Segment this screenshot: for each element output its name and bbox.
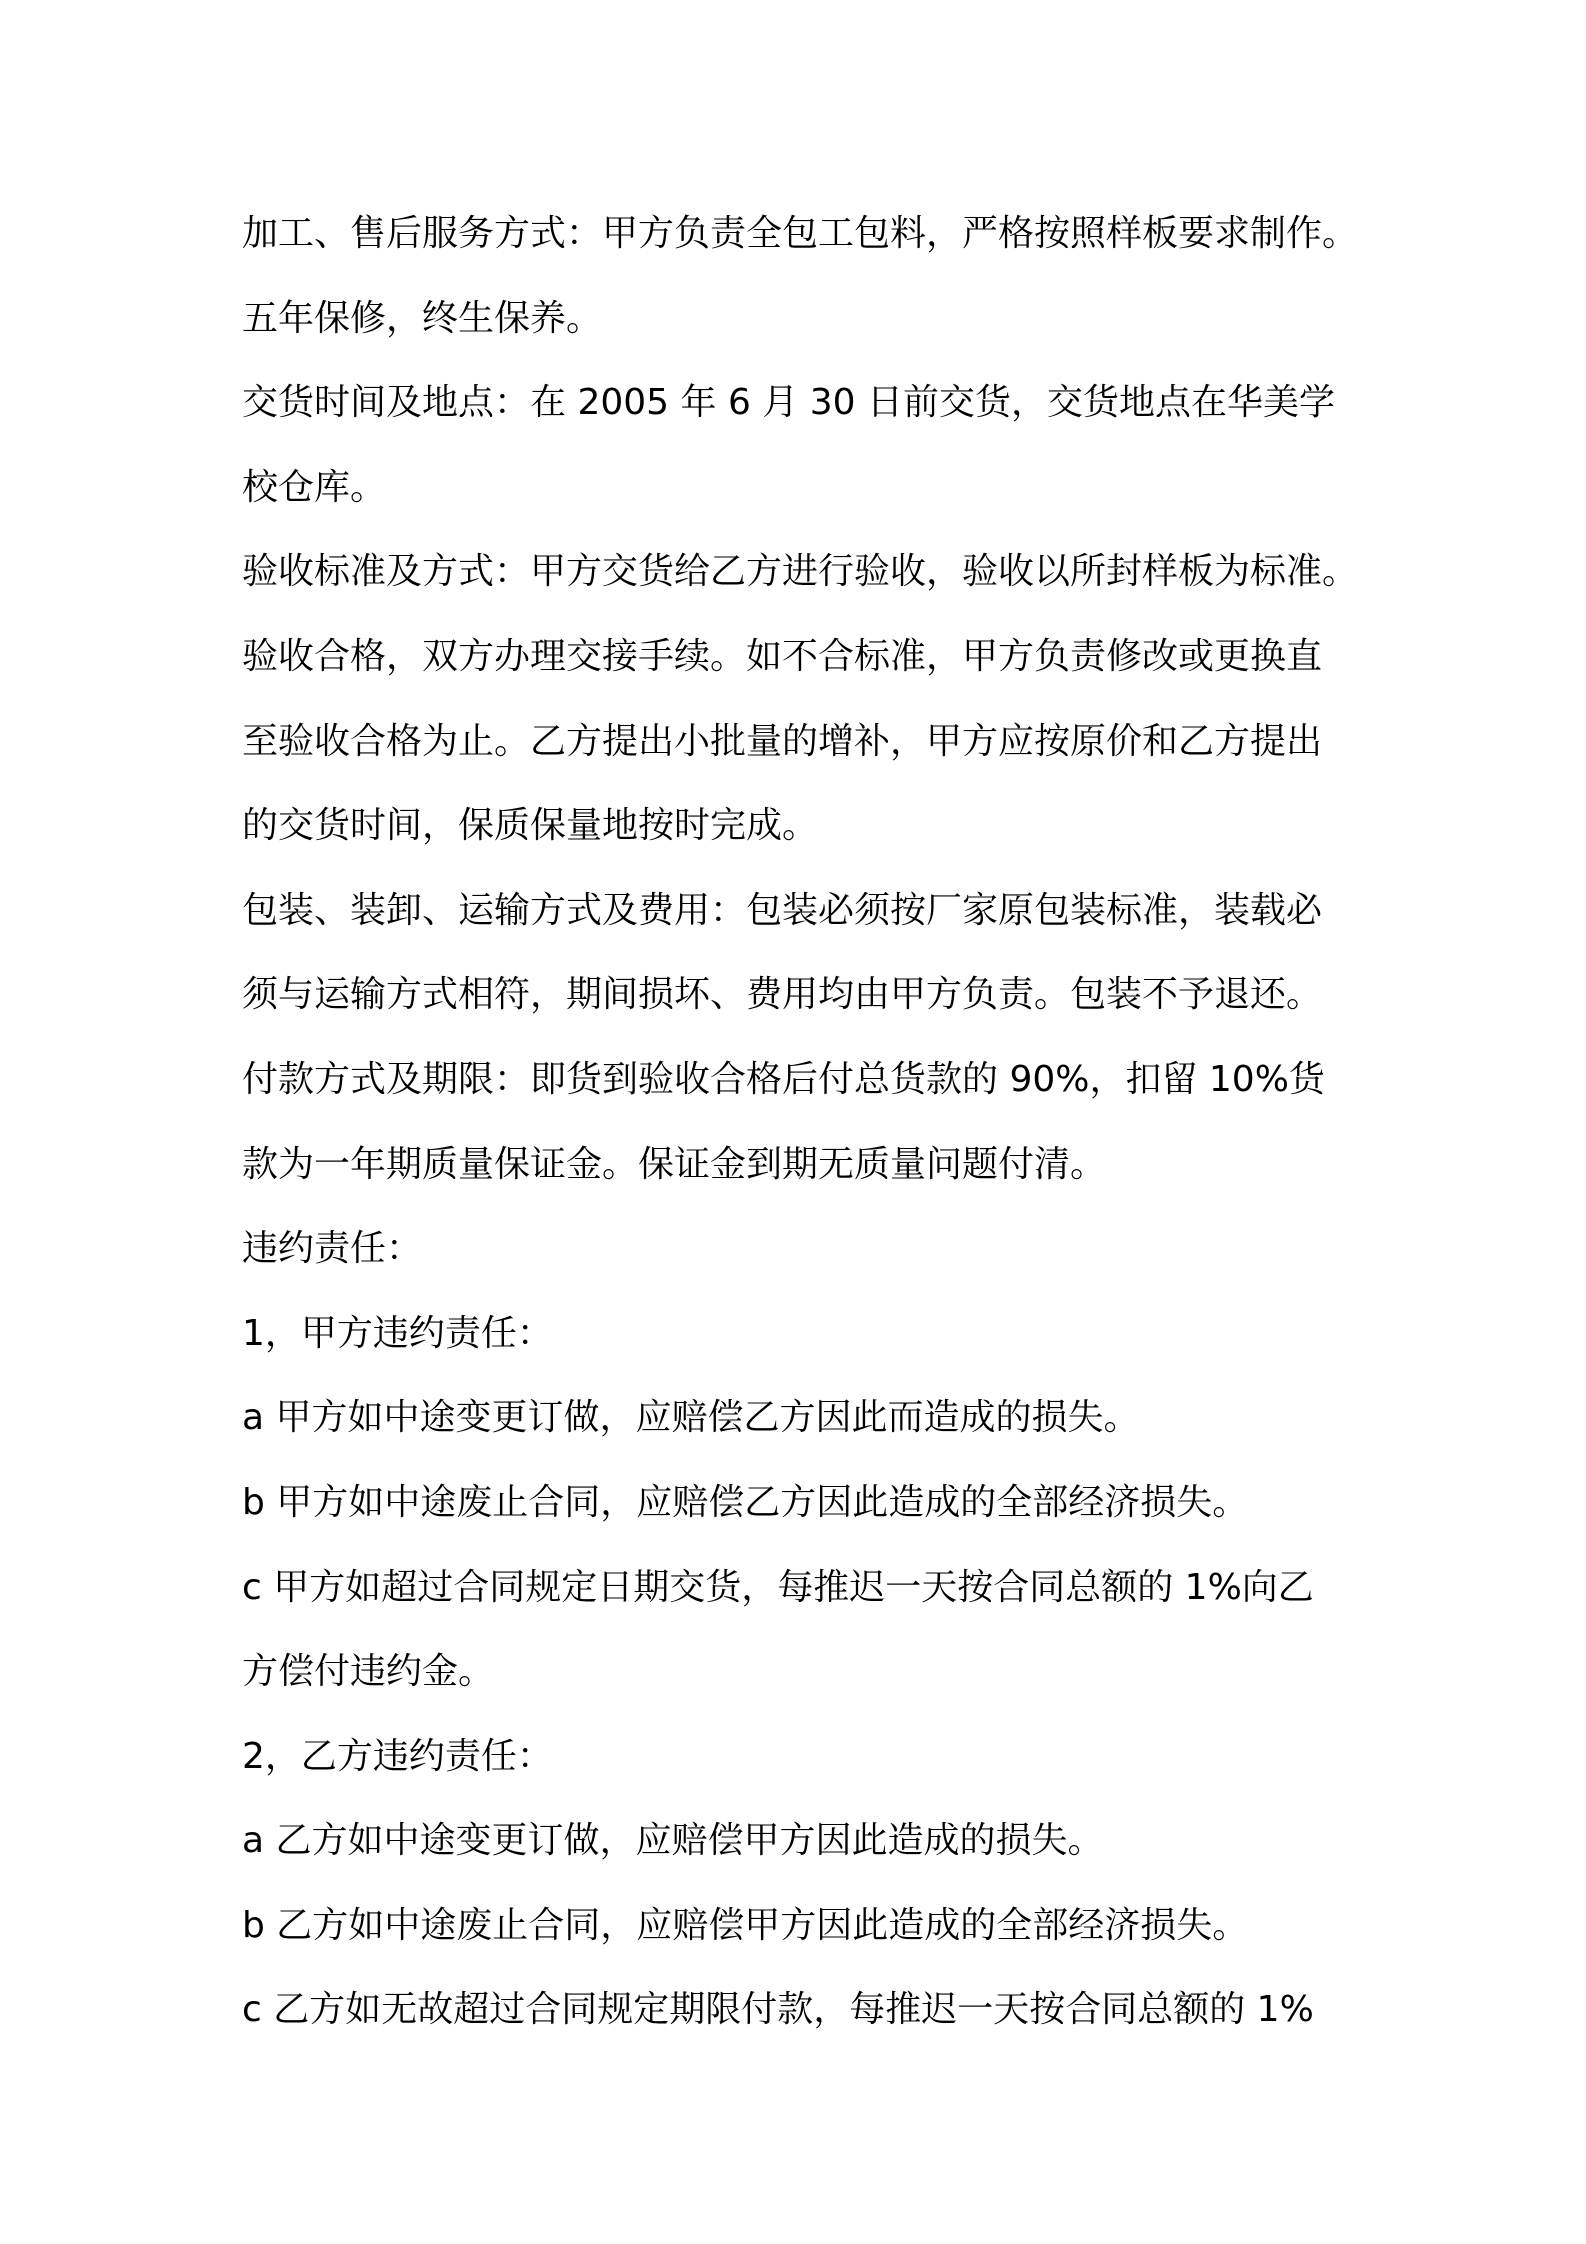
clause-c-party-a: c 甲方如超过合同规定日期交货，每推迟一天按合同总额的 1%向乙 bbox=[242, 1566, 1314, 1608]
section-heading-liability: 违约责任： bbox=[242, 1228, 423, 1270]
text-line-acceptance: 验收标准及方式：甲方交货给乙方进行验收，验收以所封样板为标准。 bbox=[242, 551, 1359, 593]
text-line-packaging-cont: 须与运输方式相符，期间损坏、费用均由甲方负责。包装不予退还。 bbox=[242, 974, 1323, 1016]
clause-c-party-a-cont: 方偿付违约金。 bbox=[242, 1651, 495, 1693]
text-line-packaging: 包装、装卸、运输方式及费用：包装必须按厂家原包装标准，装载必 bbox=[242, 889, 1323, 931]
text-line-delivery: 交货时间及地点：在 2005 年 6 月 30 日前交货，交货地点在华美学 bbox=[242, 382, 1335, 424]
text-line-payment-cont: 款为一年期质量保证金。保证金到期无质量问题付清。 bbox=[242, 1143, 1107, 1185]
text-line-acceptance-cont-1: 验收合格，双方办理交接手续。如不合标准，甲方负责修改或更换直 bbox=[242, 635, 1323, 677]
document-body bbox=[242, 192, 1362, 2053]
text-line-acceptance-cont-3: 的交货时间，保质保量地按时完成。 bbox=[242, 805, 819, 847]
clause-b-party-b: b 乙方如中途废止合同，应赔偿甲方因此造成的全部经济损失。 bbox=[242, 1904, 1249, 1946]
clause-b-party-a: b 甲方如中途废止合同，应赔偿乙方因此造成的全部经济损失。 bbox=[242, 1481, 1249, 1523]
clause-a-party-a: a 甲方如中途变更订做，应赔偿乙方因此而造成的损失。 bbox=[242, 1397, 1140, 1439]
text-line-acceptance-cont-2: 至验收合格为止。乙方提出小批量的增补，甲方应按原价和乙方提出 bbox=[242, 720, 1323, 762]
text-line-payment: 付款方式及期限：即货到验收合格后付总货款的 90%，扣留 10%货 bbox=[242, 1058, 1325, 1100]
text-line-delivery-cont: 校仓库。 bbox=[242, 466, 387, 508]
subheading-party-b: 2，乙方违约责任： bbox=[242, 1735, 553, 1777]
text-line-warranty: 五年保修，终生保养。 bbox=[242, 297, 603, 339]
clause-c-party-b: c 乙方如无故超过合同规定期限付款，每推迟一天按合同总额的 1% bbox=[242, 1989, 1314, 2031]
subheading-party-a: 1，甲方违约责任： bbox=[242, 1312, 553, 1354]
text-line-service: 加工、售后服务方式：甲方负责全包工包料，严格按照样板要求制作。 bbox=[242, 213, 1359, 254]
clause-a-party-b: a 乙方如中途变更订做，应赔偿甲方因此造成的损失。 bbox=[242, 1820, 1104, 1862]
